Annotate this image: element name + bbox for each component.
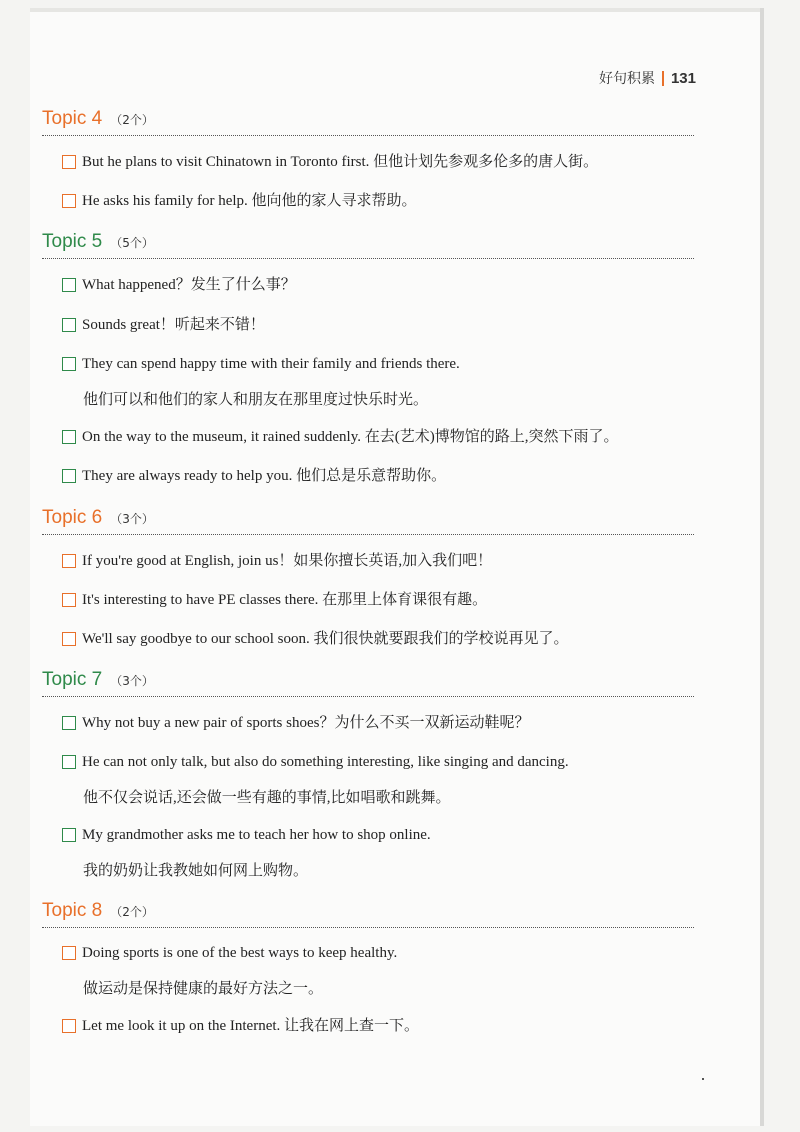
checkbox[interactable]: [62, 828, 76, 842]
topic-5-heading: [42, 231, 694, 259]
sentence-translation: 我的奶奶让我教她如何网上购物。: [83, 863, 309, 879]
sentence-text: My grandmother asks me to teach her how to shop online.: [82, 827, 431, 843]
sentence-item: [62, 943, 702, 999]
sentence-translation: 他不仅会说话,还会做一些有趣的事情,比如唱歌和跳舞。: [83, 790, 451, 806]
sentence-text: Why not buy a new pair of sports shoes？为什么不买一双新运动鞋呢？: [82, 715, 530, 731]
checkbox[interactable]: [62, 632, 76, 646]
sentence-text: If you're good at English, join us！如果你擅长英语,加入我们吧！: [82, 553, 493, 569]
header-divider: [662, 71, 664, 86]
checkbox[interactable]: [62, 946, 76, 960]
sentence-item: [62, 275, 702, 295]
sentence-text: On the way to the museum, it rained suddenly. 在去(艺术)博物馆的路上,突然下雨了。: [82, 429, 619, 445]
sentence-text: Sounds great！听起来不错！: [82, 317, 265, 333]
checkbox[interactable]: [62, 1019, 76, 1033]
checkbox[interactable]: [62, 357, 76, 371]
sentence-translation: 做运动是保持健康的最好方法之一。: [83, 981, 324, 997]
topic-count: （2个）: [110, 905, 154, 919]
topic-count: （2个）: [110, 113, 154, 127]
topic-count: （3个）: [110, 512, 154, 526]
sentence-item: [62, 1016, 702, 1036]
checkbox[interactable]: [62, 593, 76, 607]
page-number: 131: [670, 69, 696, 87]
sentence-text: We'll say goodbye to our school soon. 我们很快就要跟我们的学校说再见了。: [82, 631, 569, 647]
sentence-text: They are always ready to help you. 他们总是乐意帮助你。: [82, 468, 447, 484]
topic-title: Topic 4: [42, 108, 103, 129]
sentence-item: [62, 315, 702, 335]
sentence-item: [62, 629, 702, 649]
sentence-item: [62, 752, 702, 808]
topic-count: （5个）: [110, 236, 154, 250]
topic-8-heading: [42, 900, 694, 928]
checkbox[interactable]: [62, 716, 76, 730]
sentence-text: But he plans to visit Chinatown in Toronto first. 但他计划先参观多伦多的唐人街。: [82, 154, 599, 170]
sentence-item: [62, 191, 702, 211]
sentence-item: [62, 713, 702, 733]
sentence-item: [62, 466, 702, 486]
checkbox[interactable]: [62, 194, 76, 208]
sentence-item: [62, 825, 702, 881]
topic-title: Topic 5: [42, 231, 103, 252]
sentence-text: It's interesting to have PE classes there. 在那里上体育课很有趣。: [82, 592, 488, 608]
topic-4-heading: [42, 108, 694, 136]
checkbox[interactable]: [62, 755, 76, 769]
topic-7-heading: [42, 669, 694, 697]
checkbox[interactable]: [62, 318, 76, 332]
sentence-text: He can not only talk, but also do something interesting, like singing and dancing.: [82, 754, 569, 770]
checkbox[interactable]: [62, 278, 76, 292]
sentence-text: He asks his family for help. 他向他的家人寻求帮助。: [82, 193, 417, 209]
checkbox[interactable]: [62, 469, 76, 483]
sentence-text: Doing sports is one of the best ways to keep healthy.: [82, 945, 398, 961]
checkbox[interactable]: [62, 554, 76, 568]
topic-title: Topic 8: [42, 900, 103, 921]
sentence-item: [62, 590, 702, 610]
page-speck: [702, 1078, 704, 1080]
page-header: [599, 68, 696, 88]
page-top-strip: [30, 8, 760, 12]
sentence-text: Let me look it up on the Internet. 让我在网上查一下。: [82, 1018, 420, 1034]
topic-6-heading: [42, 507, 694, 535]
sentence-item: [62, 427, 702, 447]
sentence-text: What happened？发生了什么事？: [82, 277, 296, 293]
checkbox[interactable]: [62, 430, 76, 444]
sentence-text: They can spend happy time with their family and friends there.: [82, 356, 460, 372]
topic-count: （3个）: [110, 674, 154, 688]
topic-title: Topic 7: [42, 669, 103, 690]
header-title: 好句积累: [598, 71, 655, 87]
page-edge: [760, 8, 764, 1126]
topic-title: Topic 6: [42, 507, 103, 528]
sentence-item: [62, 152, 702, 172]
checkbox[interactable]: [62, 155, 76, 169]
sentence-item: [62, 551, 702, 571]
sentence-translation: 他们可以和他们的家人和朋友在那里度过快乐时光。: [83, 392, 429, 408]
sentence-item: [62, 354, 702, 410]
